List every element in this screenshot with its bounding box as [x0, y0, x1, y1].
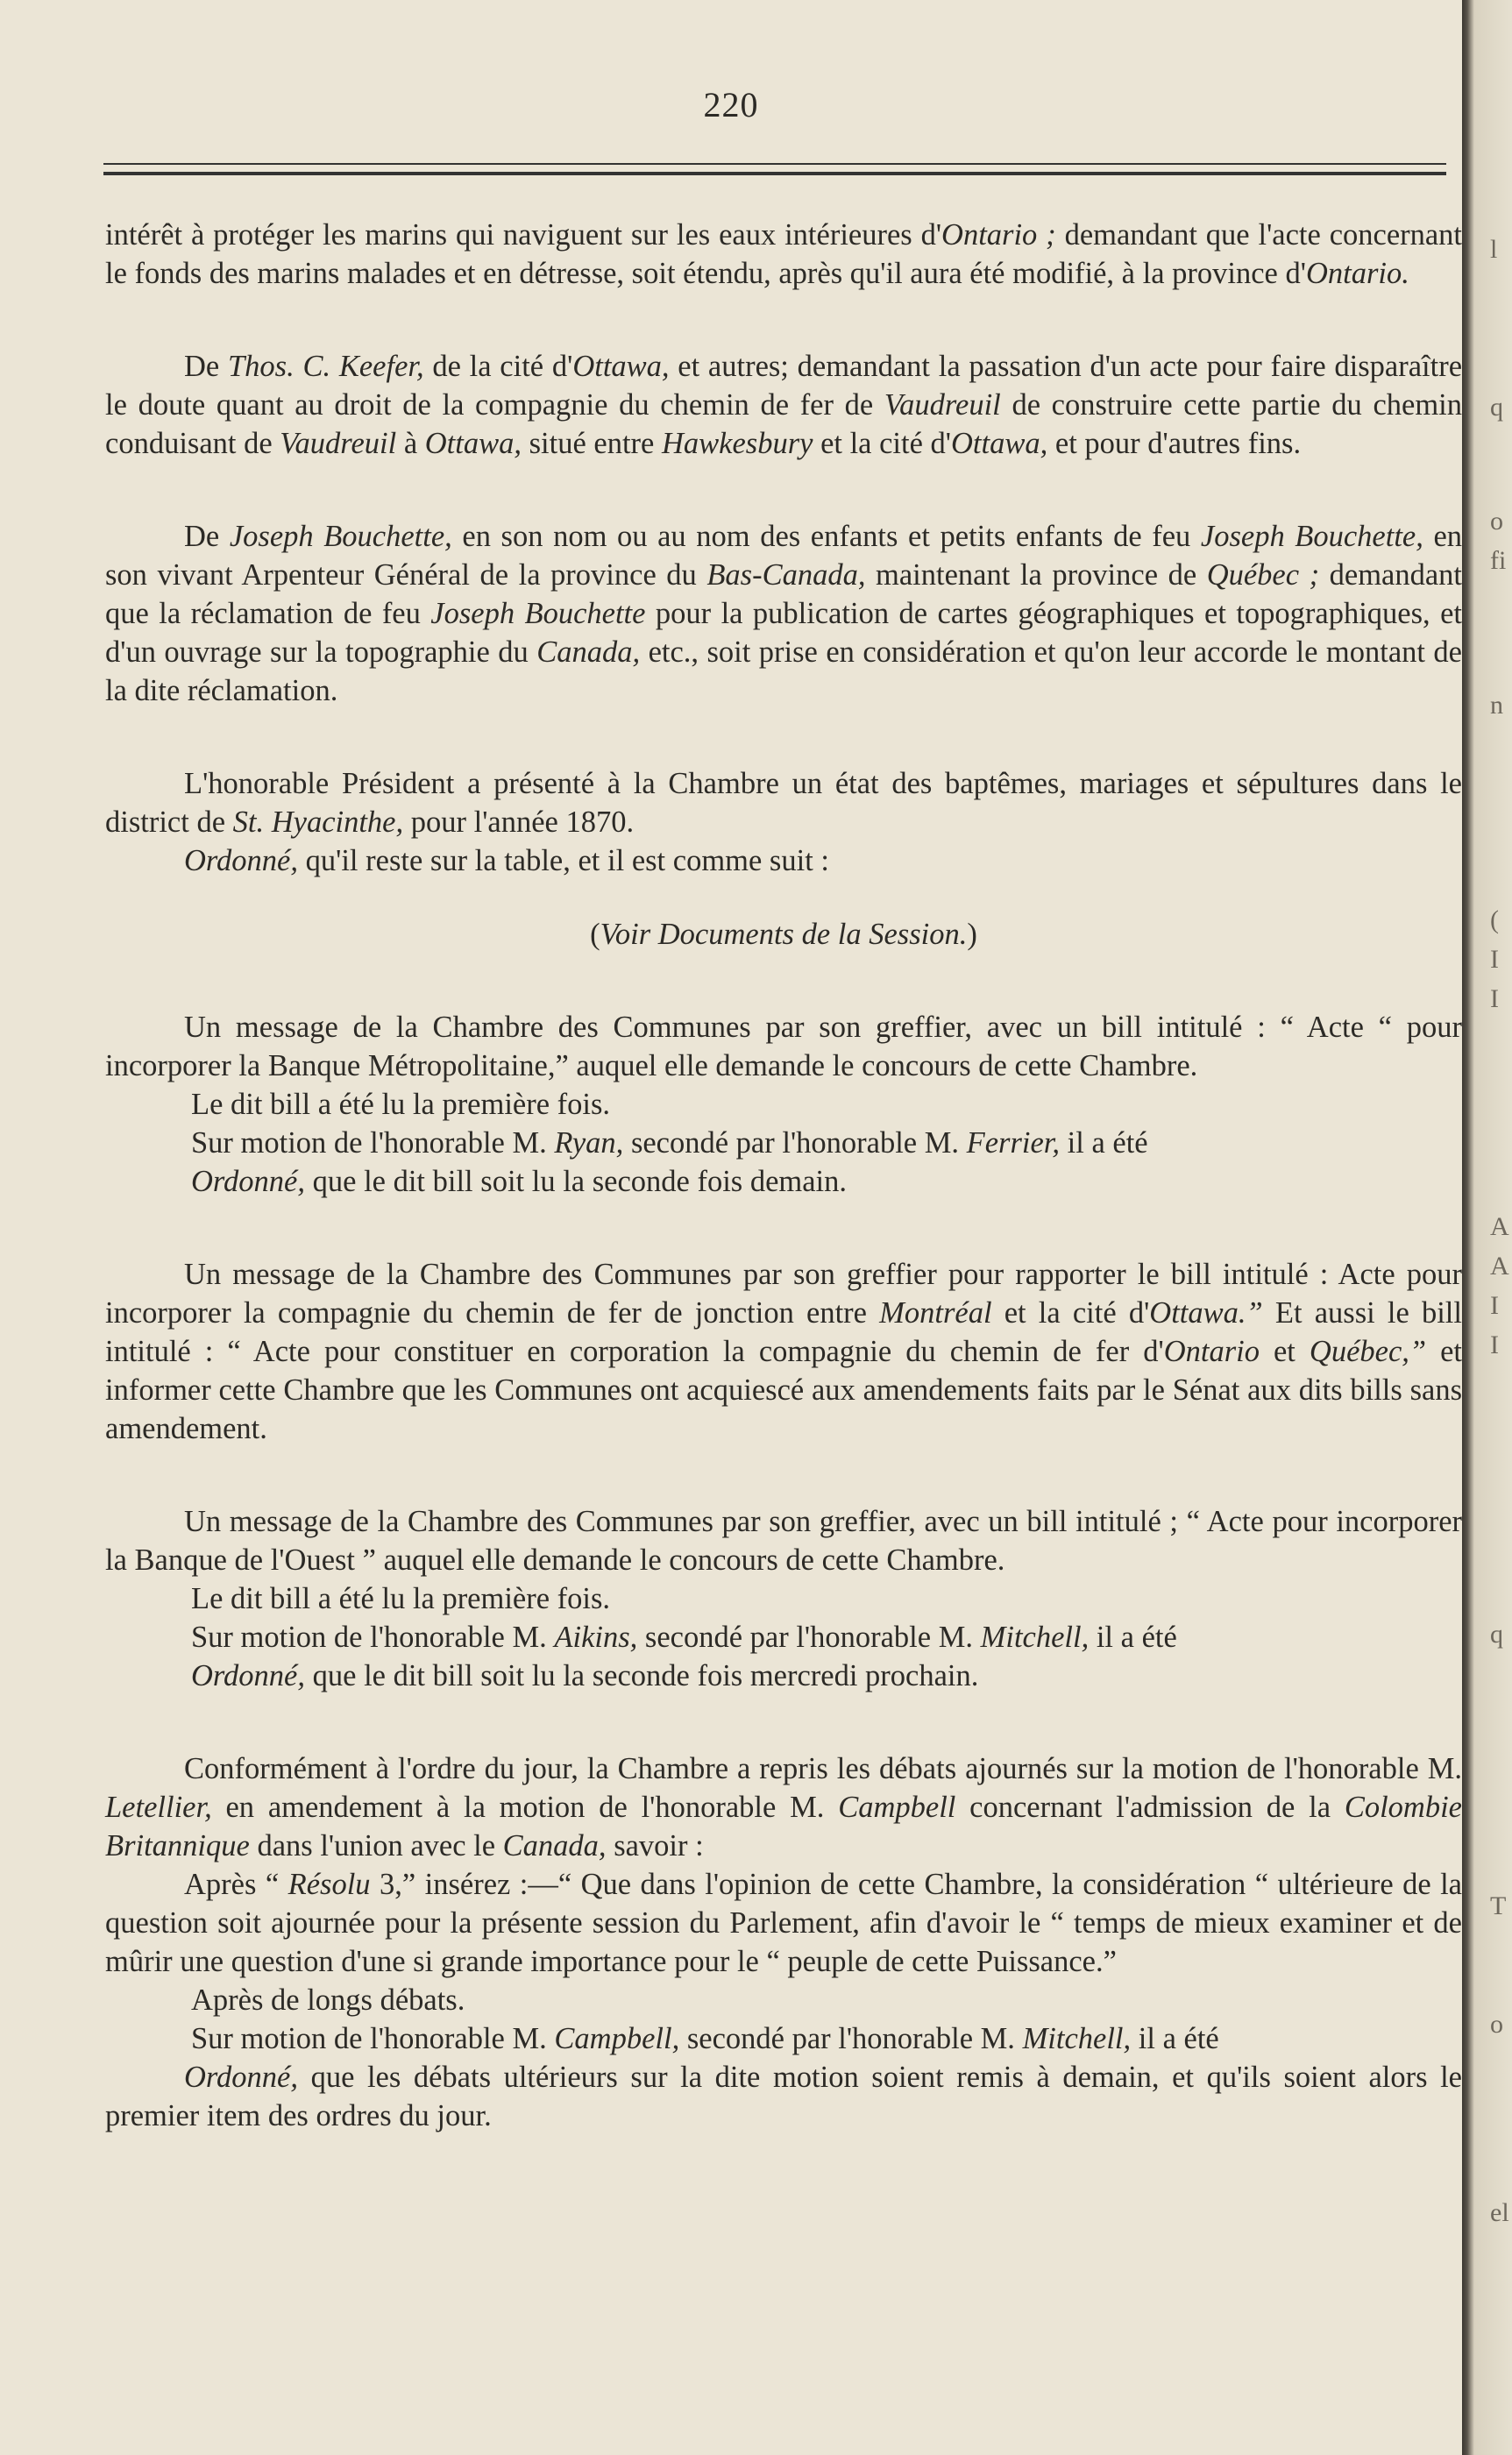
text-line — [105, 1255, 1462, 1448]
italic-run: Ottawa, — [951, 427, 1048, 460]
page-number: 220 — [703, 85, 759, 124]
text-line — [105, 1749, 1462, 1865]
adjacent-page-fragment — [1490, 0, 1512, 2455]
text-run: etc., soit prise en considération et qu'on leur accorde le montant de la dite réclamation. — [105, 635, 1462, 707]
text-line — [105, 2019, 1462, 2058]
text-run: qu'il reste sur la table, et il est comme suit : — [298, 844, 829, 877]
gutter-letter: fi — [1490, 546, 1507, 575]
text-line — [105, 1579, 1462, 1618]
italic-run: Mitchell, — [1022, 2022, 1132, 2055]
italic-run: Hawkesbury — [661, 427, 813, 460]
italic-run: Vaudreuil — [280, 427, 397, 460]
text-run: situé entre — [522, 427, 662, 460]
italic-run: Aikins, — [554, 1621, 638, 1654]
text-line — [105, 764, 1462, 841]
text-run: Conformément à l'ordre du jour, la Chambre a repris les débats ajournés sur la motion de l'honorable M. — [184, 1752, 1462, 1785]
gutter-letter: T — [1490, 1891, 1507, 1920]
text-run: de construire cette partie du chemin conduisant de — [105, 388, 1462, 460]
text-run: et informer cette Chambre que les Communes ont acquiescé aux amendements faits par le Sénat aux dits bills sans amendement. — [105, 1335, 1462, 1445]
text-run: De — [184, 520, 230, 553]
text-line — [105, 1008, 1462, 1085]
text-run: dans l'union avec le — [249, 1829, 503, 1863]
italic-run: Joseph Bouchette, — [229, 520, 452, 553]
text-run: Un message de la Chambre des Communes par son greffier pour rapporter le bill intitulé : Acte pour incorporer la compagnie du chemin de fer de jonction entre — [105, 1258, 1462, 1330]
gutter-letter: o — [1490, 507, 1503, 536]
text-run: Après de longs débats. — [191, 1983, 465, 2017]
text-run: et la cité d' — [813, 427, 952, 460]
italic-run: Canada, — [502, 1829, 607, 1863]
text-run: Sur motion de l'honorable M. — [191, 1621, 555, 1654]
text-run: Un message de la Chambre des Communes par son greffier, avec un bill intitulé : “ Acte “ pour incorporer la Banque Métropolitaine,” auquel elle demande le concours de cette Chambre. — [105, 1011, 1462, 1082]
paragraph — [105, 347, 1462, 463]
italic-run: Mitchell, — [980, 1621, 1090, 1654]
text-run: et pour d'autres fins. — [1047, 427, 1302, 460]
italic-run: Campbell, — [554, 2022, 680, 2055]
page-body — [105, 216, 1462, 2189]
text-run: en son vivant Arpenteur Général de la province du — [105, 520, 1463, 592]
text-run: demandant que l'acte concernant le fonds des marins malades et en détresse, soit étendu, après qu'il aura été modifié, à la province d' — [105, 218, 1463, 290]
italic-run: Vaudreuil — [884, 388, 1001, 422]
italic-run: Résolu — [287, 1868, 371, 1901]
italic-run: Ferrier, — [966, 1126, 1061, 1160]
italic-run: Montréal — [879, 1296, 992, 1330]
italic-run: Ordonné, — [191, 1165, 305, 1198]
italic-run: Voir Documents de la Session. — [600, 918, 968, 951]
paragraph — [105, 1008, 1462, 1201]
text-run: De — [184, 350, 228, 383]
italic-run: Québec ; — [1206, 558, 1320, 592]
header-rule-thin — [103, 163, 1446, 165]
italic-run: Ontario — [1163, 1335, 1260, 1368]
text-run: Un message de la Chambre des Communes par son greffier, avec un bill intitulé ; “ Acte pour incorporer la Banque de l'Ouest ” auquel elle demande le concours de cette Chambre. — [105, 1505, 1462, 1577]
italic-run: Ryan, — [554, 1126, 624, 1160]
gutter-letter: ( — [1490, 905, 1499, 934]
text-run: il a été — [1089, 1621, 1177, 1654]
text-run: 3,” insérez :—“ Que dans l'opinion de cette Chambre, la considération “ ultérieure de la question soit ajournée pour la présente session du Parlement, afin d'avoir le “ temps de mieux examiner et de mûrir une question d'une si grande importance pour le “ peuple de cette Puissance.” — [105, 1868, 1462, 1978]
paragraph — [105, 1255, 1462, 1448]
text-run: ) — [967, 918, 977, 951]
italic-run: Ontario. — [1305, 257, 1409, 290]
text-run: que les débats ultérieurs sur la dite motion soient remis à demain, et qu'ils soient alors le premier item des ordres du jour. — [105, 2061, 1462, 2132]
gutter-letter: el — [1490, 2198, 1509, 2227]
gutter-letter: A — [1490, 1252, 1509, 1281]
gutter-letter: q — [1490, 393, 1503, 422]
text-run: secondé par l'honorable M. — [623, 1126, 967, 1160]
text-line — [105, 915, 1462, 954]
text-run: concernant l'admission de la — [955, 1791, 1345, 1824]
text-line — [105, 1981, 1462, 2019]
text-line — [105, 347, 1462, 463]
text-run: pour la publication de cartes géographiques et topographiques, et d'un ouvrage sur la topographie du — [105, 597, 1462, 669]
text-run: Sur motion de l'honorable M. — [191, 1126, 555, 1160]
text-run: L'honorable Président a présenté à la Chambre un état des baptêmes, mariages et sépultures dans le district de — [105, 767, 1462, 839]
italic-run: Thos. C. Keefer, — [227, 350, 424, 383]
italic-run: Ottawa, — [572, 350, 670, 383]
text-run: Après “ — [184, 1868, 288, 1901]
italic-run: Joseph Bouchette, — [1200, 520, 1423, 553]
italic-run: Ordonné, — [191, 1659, 305, 1692]
text-run: ( — [590, 918, 600, 951]
text-run: secondé par l'honorable M. — [679, 2022, 1023, 2055]
italic-run: Joseph Bouchette — [430, 597, 646, 630]
italic-run: St. Hyacinthe, — [232, 805, 404, 839]
italic-run: Campbell — [838, 1791, 956, 1824]
text-run: pour l'année 1870. — [403, 805, 635, 839]
text-run: Sur motion de l'honorable M. — [191, 2022, 555, 2055]
text-line — [105, 1657, 1462, 1695]
text-line — [105, 1502, 1462, 1579]
text-run: Le dit bill a été lu la première fois. — [191, 1582, 611, 1615]
italic-run: Québec,” — [1309, 1335, 1427, 1368]
paragraph — [105, 764, 1462, 954]
text-line — [105, 1865, 1462, 1981]
text-run: en son nom ou au nom des enfants et petits enfants de feu — [451, 520, 1201, 553]
text-run: il a été — [1131, 2022, 1219, 2055]
text-run: il a été — [1060, 1126, 1148, 1160]
text-run: que le dit bill soit lu la seconde fois mercredi prochain. — [305, 1659, 979, 1692]
gutter-letter: n — [1490, 691, 1503, 720]
gutter-letter: I — [1490, 1291, 1499, 1320]
italic-run: Letellier, — [105, 1791, 212, 1824]
text-run: de la cité d' — [423, 350, 573, 383]
italic-run: Ordonné, — [184, 844, 298, 877]
text-run: et — [1259, 1335, 1310, 1368]
gutter-letter: o — [1490, 2010, 1503, 2039]
italic-run: Ottawa, — [424, 427, 522, 460]
italic-run: Ontario ; — [941, 218, 1056, 252]
gutter-letter: I — [1490, 984, 1499, 1013]
text-line — [105, 841, 1462, 880]
text-run: et autres; demandant la passation d'un acte pour faire disparaître le doute quant au droit de la compagnie du chemin de fer de — [105, 350, 1463, 422]
text-run: savoir : — [606, 1829, 704, 1863]
text-run: Et aussi le bill intitulé : “ Acte pour constituer en corporation la compagnie du chemin de fer d' — [105, 1296, 1462, 1368]
gutter-letter: I — [1490, 945, 1499, 974]
text-run: intérêt à protéger les marins qui naviguent sur les eaux intérieures d' — [105, 218, 942, 252]
text-run: secondé par l'honorable M. — [637, 1621, 981, 1654]
text-line — [105, 1162, 1462, 1201]
gutter-letter: A — [1490, 1212, 1509, 1241]
italic-run: Ottawa.” — [1149, 1296, 1263, 1330]
text-line — [105, 216, 1462, 293]
italic-run: Canada, — [536, 635, 641, 669]
gutter-letter: l — [1490, 235, 1498, 264]
text-line — [105, 1618, 1462, 1657]
italic-run: Bas-Canada, — [706, 558, 866, 592]
text-line — [105, 517, 1462, 710]
paragraph — [105, 517, 1462, 710]
text-line — [105, 1124, 1462, 1162]
text-line — [105, 1085, 1462, 1124]
text-run: Le dit bill a été lu la première fois. — [191, 1088, 611, 1121]
text-run: maintenant la province de — [865, 558, 1207, 592]
gutter-letter: I — [1490, 1330, 1499, 1359]
paragraph — [105, 1502, 1462, 1695]
text-run: et la cité d' — [991, 1296, 1150, 1330]
gutter-letter: q — [1490, 1620, 1503, 1649]
paragraph — [105, 1749, 1462, 2135]
italic-run: Ordonné, — [184, 2061, 298, 2094]
text-run: que le dit bill soit lu la seconde fois demain. — [305, 1165, 848, 1198]
text-run: demandant que la réclamation de feu — [105, 558, 1463, 630]
paragraph — [105, 216, 1462, 293]
text-line — [105, 2058, 1462, 2135]
text-run: en amendement à la motion de l'honorable M. — [211, 1791, 839, 1824]
text-run: à — [396, 427, 425, 460]
italic-run: Colombie Britannique — [105, 1791, 1462, 1863]
header-rule-thick — [103, 172, 1446, 175]
